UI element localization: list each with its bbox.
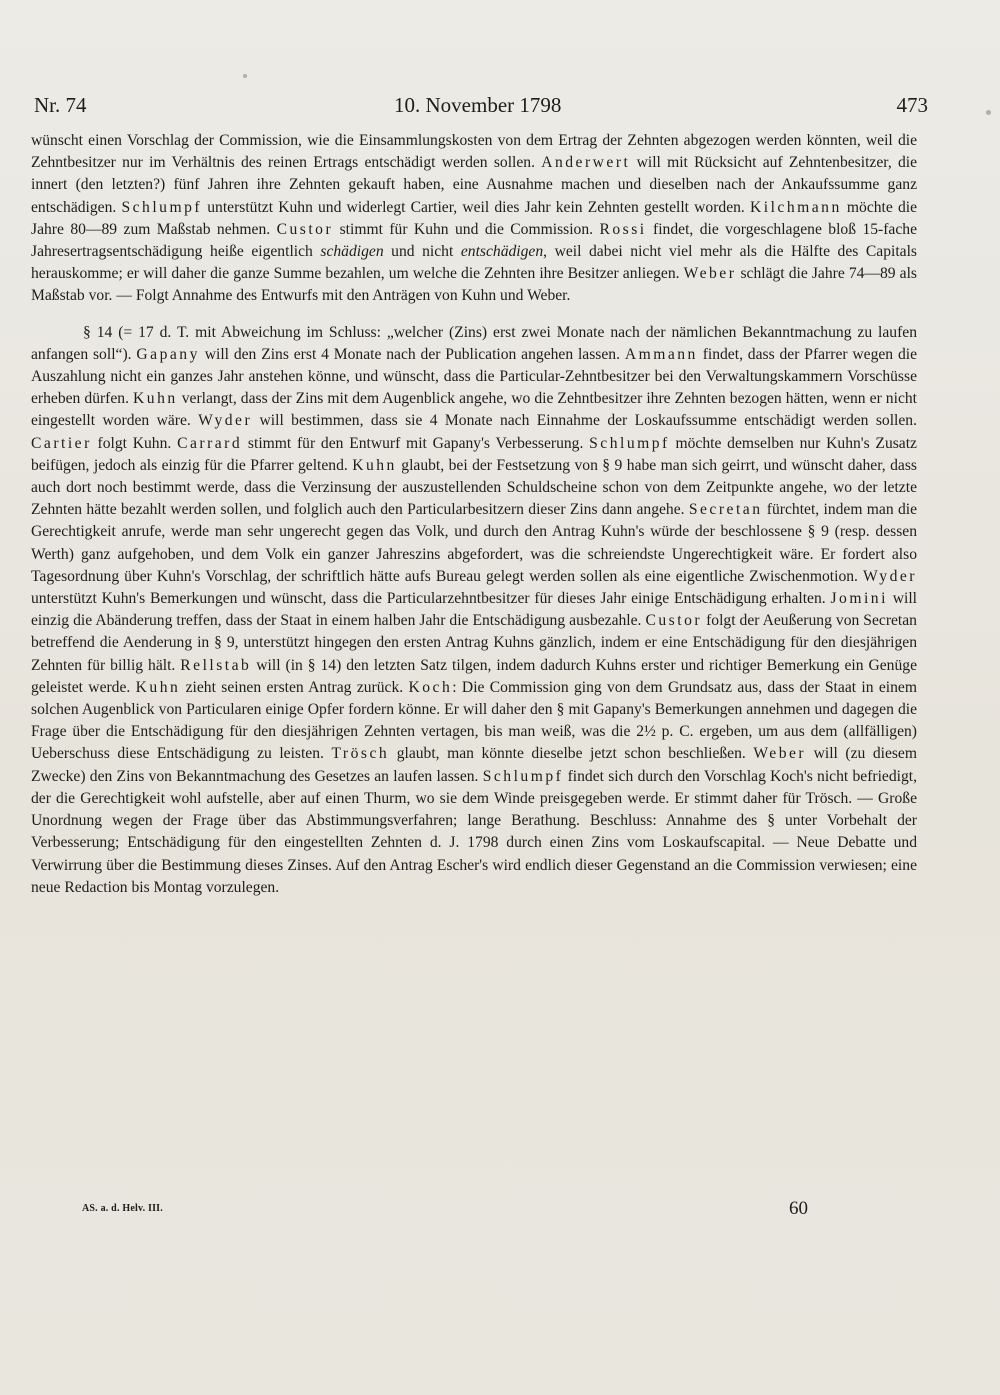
- text-run: glaubt, man könnte dieselbe jetzt schon beschließen.: [389, 745, 754, 763]
- speaker-name: Jomini: [830, 590, 888, 608]
- speaker-name: Anderwert: [541, 154, 631, 172]
- speaker-name: Kuhn: [352, 456, 397, 474]
- text-run: findet, die vorgeschlagene bloß 15-fache Jahresertragsentschädigung heiße eigentlich: [31, 220, 917, 261]
- text-run: folgt der Aeußerung von Secretan betreffend die Aenderung in § 9, unterstützt hingegen den ersten Antrag Kuhns gänzlich, indem er eine Entschädigung für den diesjährigen Zehnten für billig hält.: [31, 612, 917, 674]
- speaker-name: Carrard: [177, 434, 243, 452]
- speaker-name: Custor: [276, 220, 334, 238]
- document-number: Nr. 74: [34, 93, 87, 117]
- paragraph-2: [31, 322, 917, 899]
- session-date: 10. November 1798: [394, 93, 562, 117]
- speaker-name: Wyder: [863, 567, 917, 585]
- speaker-name: Kuhn: [135, 678, 181, 696]
- speaker-name: Koch: [408, 678, 453, 696]
- speaker-name: Gapany: [136, 345, 200, 363]
- text-run: schlägt die Jahre 74—89 als Maßstab vor. — Folgt Annahme des Entwurfs mit den Anträgen von Kuhn und Weber.: [31, 265, 918, 305]
- text-run: will bestimmen, dass sie 4 Monate nach Einnahme der Loskaufssumme entschädigt werden sollen.: [252, 412, 917, 430]
- speaker-name: Cartier: [31, 434, 92, 452]
- paragraph-1: [31, 130, 917, 308]
- speaker-name: Rossi: [599, 220, 647, 238]
- text-run: findet sich durch den Vorschlag Koch's nicht befriedigt, der die Gerechtigkeit wohl aufstelle, aber auf einen Thurm, wo sie dem Winde preisgegeben werde. Er stimmt daher für Trösch. — Große Unordnung wegen der Frage über das Abstimmungsverfahren; lange Berathung. Beschluss: Annahme des § unter Vorbehalt der Verbesserung; Entschädigung für den eingestellten Zehnten d. J. 1798 durch einen Zins vom Loskaufscapital. — Neue Debatte und Verwirrung über die Bestimmung dieses Zinses. Auf den Antrag Escher's wird endlich dieser Gegenstand an die Commission verwiesen; eine neue Redaction bis Montag vorzulegen.: [31, 767, 918, 896]
- text-run: will mit Rücksicht auf Zehntenbesitzer, die innert (den letzten?) fünf Jahren ihre Zehnten gekauft haben, eine Ausnahme machen und dieselben nach der Ankaufssumme ganz entschädigen.: [31, 154, 918, 216]
- text-run: verlangt, dass der Zins mit dem Augenblick angehe, wo die Zehntbesitzer ihre Zehnten bezogen hätten, wenn er nicht eingestellt worden wäre.: [31, 390, 917, 430]
- text-run: zieht seinen ersten Antrag zurück.: [180, 678, 409, 696]
- text-run: und nicht: [383, 243, 461, 261]
- print-speck: [243, 74, 247, 78]
- speaker-name: Wyder: [198, 412, 253, 430]
- text-run: unterstützt Kuhn's Bemerkungen und wünscht, dass die Particularzehntbesitzer für dieses Jahr einige Entschädigung erhalten.: [31, 590, 831, 608]
- text-run: will den Zins erst 4 Monate nach der Publication angehen lassen.: [199, 345, 625, 363]
- page-number: 473: [896, 93, 928, 117]
- speaker-name: Weber: [753, 745, 807, 763]
- text-run: stimmt für den Entwurf mit Gapany's Verbesserung.: [242, 434, 590, 452]
- print-speck: [986, 110, 991, 115]
- text-run: möchte demselben nur Kuhn's Zusatz beifügen, jedoch als einzig für die Pfarrer geltend.: [31, 434, 917, 474]
- speaker-name: Secretan: [688, 501, 763, 519]
- emphasis-text: entschädigen: [460, 243, 544, 261]
- running-header: [34, 93, 928, 123]
- text-run: stimmt für Kuhn und die Commission.: [333, 220, 600, 238]
- text-run: folgt Kuhn.: [91, 434, 178, 452]
- text-run: fürchtet, indem man die Gerechtigkeit anrufe, werde man sehr ungerecht gegen das Volk, und durch den Antrag Kuhn's würde der beschlossene § 9 (resp. dessen Werth) ganz aufgehoben, und dem Volk ein ganzer Jahreszins abgefordert, was die schreiendste Ungerechtigkeit wäre. Er fordert also Tagesordnung über Kuhn's Vorschlag, der schriftlich hätte aufs Bureau gelegt werden sollen als eine eigentliche Zwischenmotion.: [31, 501, 917, 585]
- text-run: möchte die Jahre 80—89 zum Maßstab nehmen.: [31, 198, 918, 238]
- text-run: , weil dabei nicht viel mehr als die Hälfte des Capitals herauskomme; er will daher die ganze Summe bezahlen, um welche die Zehnten ihre Besitzer anliegen.: [31, 243, 917, 283]
- speaker-name: Schlumpf: [121, 198, 203, 216]
- speaker-name: Ammann: [624, 345, 698, 363]
- text-run: § 14 (= 17 d. T. mit Abweichung im Schluss: „welcher (Zins) erst zwei Monate nach der nämlichen Bekanntmachung zu laufen anfangen soll“).: [31, 323, 917, 363]
- sheet-number: 60: [789, 1198, 808, 1219]
- speaker-name: Rellstab: [180, 656, 252, 674]
- text-run: unterstützt Kuhn und widerlegt Cartier, weil dies Jahr kein Zehnten gestellt worden.: [202, 198, 750, 216]
- speaker-name: Kilchmann: [749, 198, 842, 216]
- text-run: will (zu diesem Zwecke) den Zins von Bekanntmachung des Gesetzes an laufen lassen.: [31, 745, 917, 785]
- text-run: will einzig die Abänderung treffen, dass der Staat in einem halben Jahr die Entschädigung ausbezahle.: [31, 590, 917, 630]
- speaker-name: Kuhn: [133, 390, 178, 408]
- speaker-name: Trösch: [331, 745, 390, 763]
- text-run: : Die Commission ging von dem Grundsatz aus, dass der Staat in einem solchen Augenblick von Particularen einige Opfer fordern könne. Er will daher den § mit Gapany's Bemerkungen annehmen und dagegen die Frage über die Entschädigung für den diesjährigen Zehnten vertagen, bis man weiß, was die 2½ p. C. ergeben, um aus dem (allfälligen) Ueberschuss diese Entschädigung zu leisten.: [31, 678, 917, 763]
- speaker-name: Custor: [645, 612, 703, 630]
- text-run: findet, dass der Pfarrer wegen die Auszahlung nicht ein ganzes Jahr anstehen könne, und wünscht, dass die Particular-Zehntbesitzer bei den Verwaltungskammern Vorschüsse erheben dürfen.: [31, 345, 918, 408]
- emphasis-text: schädigen: [320, 243, 384, 261]
- signature-mark: AS. a. d. Helv. III.: [82, 1203, 163, 1214]
- text-run: glaubt, bei der Festsetzung von § 9 habe man sich geirrt, und wünscht daher, dass auch dort noch bestimmt werde, dass die Verzinsung der auszustellenden Schuldscheine schon von dem Zeitpunkte angehe, wo der letzte Zehnten hätte bezahlt werden sollen, und folglich auch den Particularbesitzern dieser Zins dann angehe.: [31, 456, 917, 519]
- speaker-name: Schlumpf: [589, 434, 670, 452]
- text-run: will (in § 14) den letzten Satz tilgen, indem dadurch Kuhns erster und richtiger Bemerkung ein Genüge geleistet werde.: [31, 656, 917, 696]
- body-text: [31, 130, 917, 899]
- text-run: wünscht einen Vorschlag der Commission, wie die Einsammlungskosten von dem Ertrag der Zehnten abgezogen werden könnten, weil die Zehntbesitzer nur im Verhältnis des reinen Ertrags entschädigt werden sollen.: [31, 132, 917, 172]
- speaker-name: Schlumpf: [482, 767, 564, 785]
- speaker-name: Weber: [683, 265, 737, 283]
